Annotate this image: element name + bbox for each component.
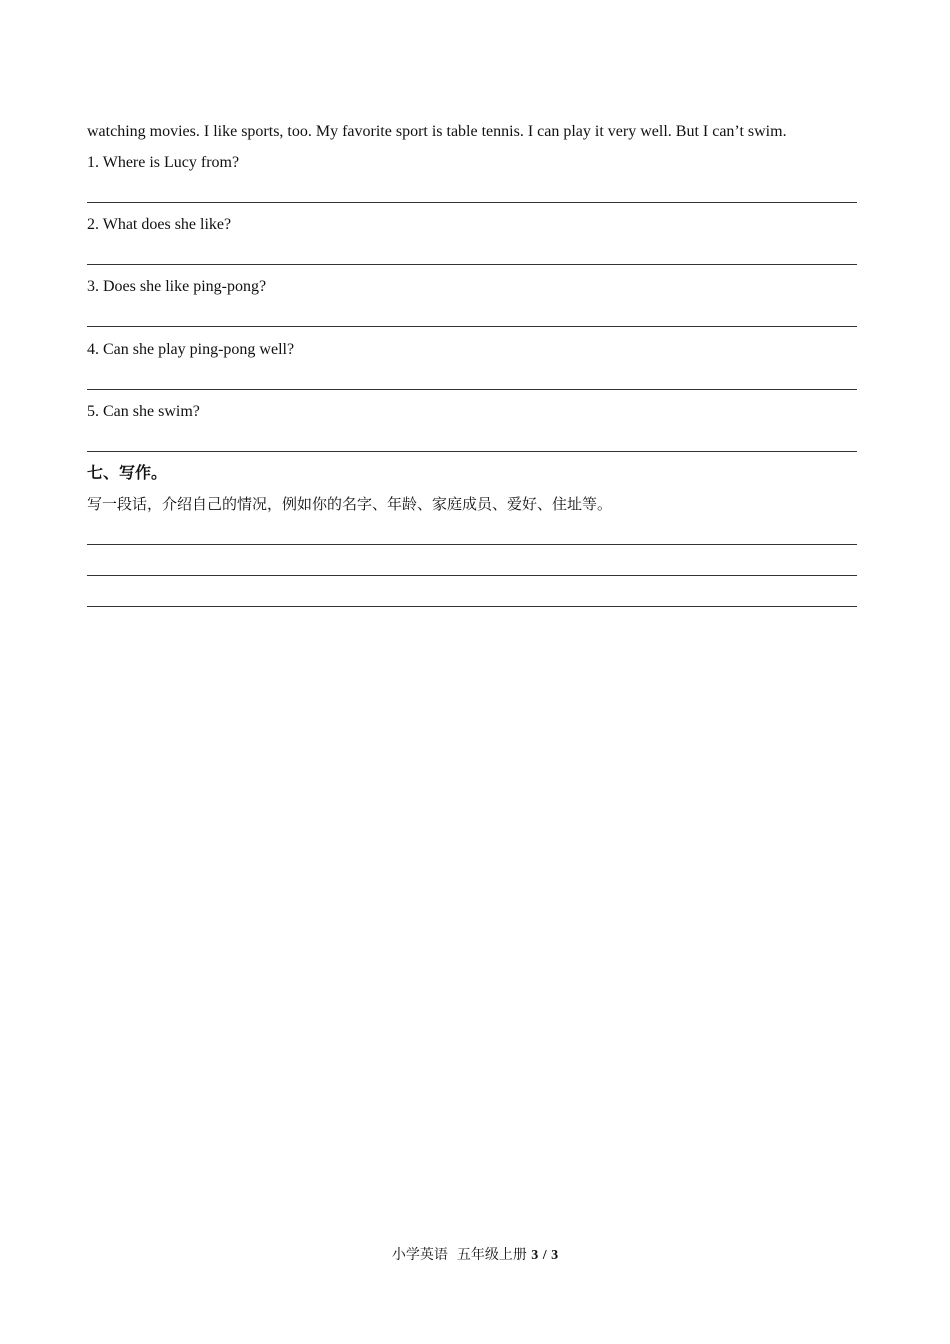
question-1: 1. Where is Lucy from? (87, 154, 240, 171)
answer-line-2[interactable] (87, 264, 857, 265)
answer-line-3[interactable] (87, 326, 857, 327)
footer-page-separator: / (542, 1248, 547, 1263)
question-4: 4. Can she play ping-pong well? (87, 341, 295, 358)
question-2: 2. What does she like? (87, 216, 232, 233)
question-3: 3. Does she like ping-pong? (87, 278, 267, 295)
question-5: 5. Can she swim? (87, 403, 200, 420)
footer-grade: 五年级上册 (456, 1247, 527, 1263)
page-footer (0, 1246, 950, 1265)
writing-section-title: 七、写作。 (87, 463, 168, 482)
passage-text: watching movies. I like sports, too. My favorite sport is table tennis. I can play it very well. But I can’t swim. (87, 123, 787, 140)
footer-page-current: 3 (531, 1248, 539, 1263)
writing-line-3[interactable] (87, 606, 857, 607)
writing-instruction: 写一段话，介绍自己的情况，例如你的名字、年龄、家庭成员、爱好、住址等。 (87, 495, 613, 513)
answer-line-4[interactable] (87, 389, 857, 390)
footer-course: 小学英语 (391, 1247, 448, 1263)
footer-page-total: 3 (551, 1248, 559, 1263)
answer-line-1[interactable] (87, 202, 857, 203)
writing-line-1[interactable] (87, 544, 857, 545)
writing-line-2[interactable] (87, 575, 857, 576)
answer-line-5[interactable] (87, 451, 857, 452)
